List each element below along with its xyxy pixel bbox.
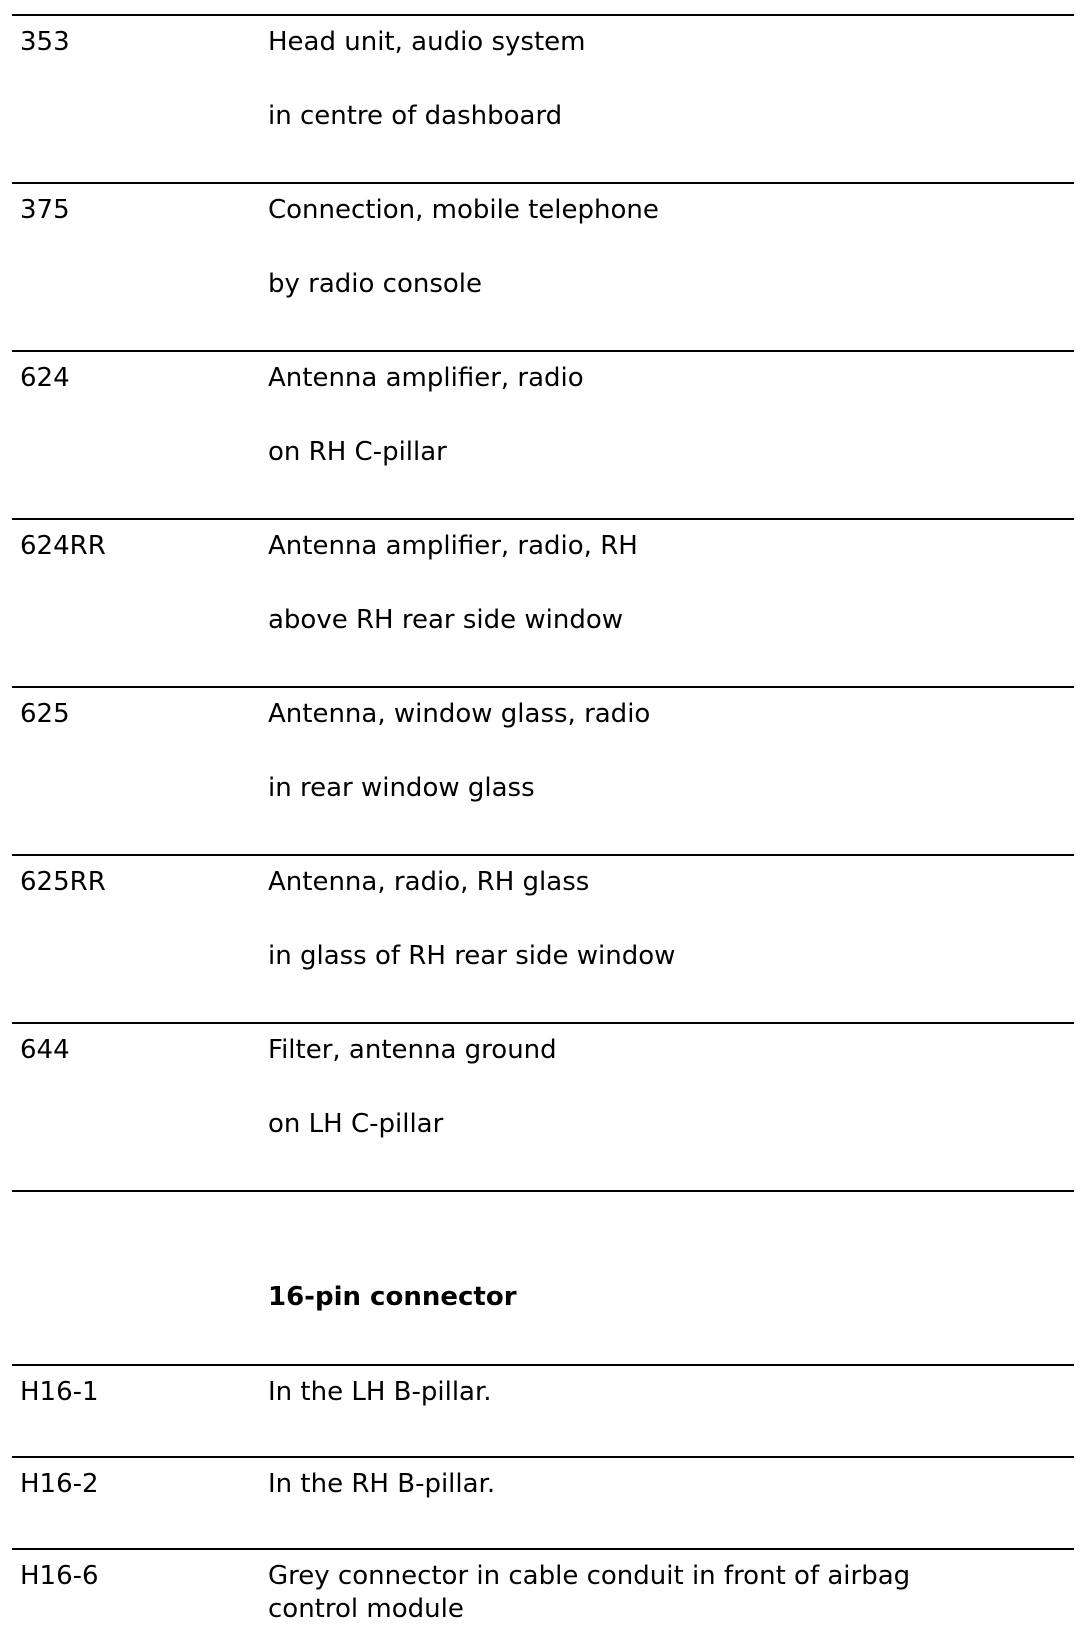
connector-code: H16-2	[20, 1469, 99, 1499]
component-location-table	[12, 14, 1074, 1648]
component-name: Filter, antenna ground	[268, 1035, 557, 1065]
component-description	[268, 866, 675, 972]
component-description	[268, 530, 638, 636]
table-row	[12, 854, 1074, 1022]
table-row	[12, 1548, 1074, 1648]
component-code: 624RR	[20, 531, 106, 561]
component-location: in rear window glass	[268, 773, 535, 803]
table-row	[12, 182, 1074, 350]
component-location: in centre of dashboard	[268, 101, 563, 131]
component-name: Connection, mobile telephone	[268, 195, 659, 225]
table-row	[12, 14, 1074, 182]
component-name: Antenna amplifier, radio	[268, 363, 584, 393]
component-name: Head unit, audio system	[268, 27, 586, 57]
component-code: 625RR	[20, 867, 106, 897]
component-location: on LH C-pillar	[268, 1109, 444, 1139]
component-name: Antenna, radio, RH glass	[268, 867, 590, 897]
connector-code: H16-1	[20, 1377, 99, 1407]
table-row	[12, 1022, 1074, 1190]
component-name: Antenna amplifier, radio, RH	[268, 531, 638, 561]
component-description	[268, 26, 585, 132]
connector-location: Grey connector in cable conduit in front of airbag control module	[268, 1561, 911, 1624]
section-title: 16-pin connector	[268, 1282, 517, 1312]
table-row	[12, 350, 1074, 518]
component-location: on RH C-pillar	[268, 437, 447, 467]
section-header	[12, 1190, 1074, 1364]
table-row	[12, 1364, 1074, 1456]
component-description	[268, 1034, 557, 1140]
connector-code: H16-6	[20, 1561, 99, 1591]
table-row	[12, 518, 1074, 686]
component-code: 644	[20, 1035, 70, 1065]
table-row	[12, 1456, 1074, 1548]
component-location: above RH rear side window	[268, 605, 624, 635]
component-code: 375	[20, 195, 70, 225]
component-code: 353	[20, 27, 70, 57]
table-row	[12, 686, 1074, 854]
component-description	[268, 194, 659, 300]
component-location: by radio console	[268, 269, 483, 299]
component-code: 624	[20, 363, 70, 393]
connector-location: In the RH B-pillar.	[268, 1469, 496, 1499]
component-name: Antenna, window glass, radio	[268, 699, 651, 729]
connector-location: In the LH B-pillar.	[268, 1377, 492, 1407]
component-description	[268, 362, 584, 468]
component-code: 625	[20, 699, 70, 729]
component-location: in glass of RH rear side window	[268, 941, 676, 971]
component-description	[268, 698, 650, 804]
